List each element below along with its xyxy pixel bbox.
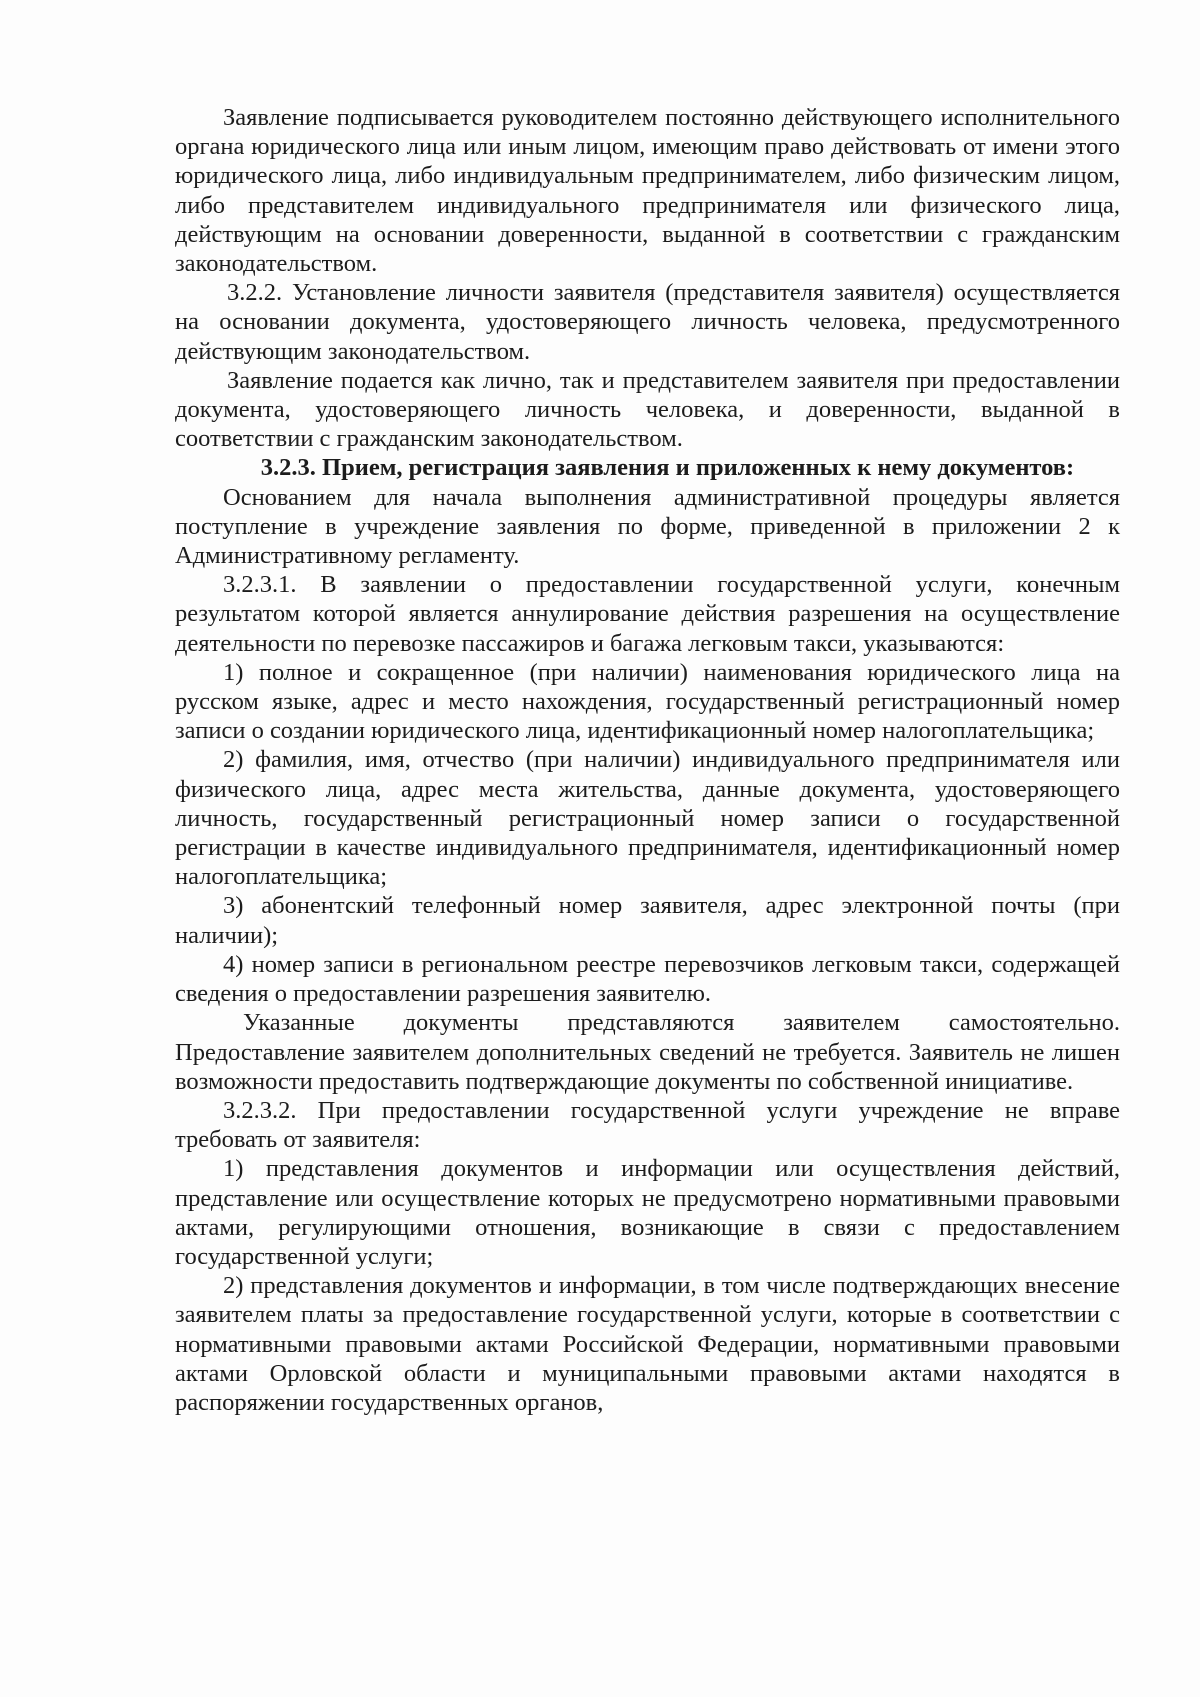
list-item-1-documents: 1) представления документов и информации или осуществления действий, представление или осуществление которых не предусмотрено нормативными правовыми актами, регулирующими отношения, возникающие в связи с предоставлением государственной услуги;	[175, 1155, 1120, 1270]
list-item-2-documents: 2) представления документов и информации, в том числе подтверждающих внесение заявителем платы за предоставление государственной услуги, которые в соответствии с нормативными правовыми актами Российской Федерации, нормативными правовыми актами Орловской области и муниципальными правовыми актами находятся в распоряжении государственных органов,	[175, 1272, 1120, 1416]
paragraph-3-2-3-1: 3.2.3.1. В заявлении о предоставлении государственной услуги, конечным результатом которой является аннулирование действия разрешения на осуществление деятельности по перевозке пассажиров и багажа легковым такси, указываются:	[175, 571, 1120, 657]
list-item-3-contacts: 3) абонентский телефонный номер заявителя, адрес электронной почты (при наличии);	[175, 892, 1120, 949]
paragraph-3-2-3-2: 3.2.3.2. При предоставлении государственной услуги учреждение не вправе требовать от заявителя:	[175, 1096, 1120, 1154]
paragraph-application-submission: Заявление подается как лично, так и представителем заявителя при предоставлении документа, удостоверяющего личность человека, и доверенности, выданной в соответствии с гражданским законодательством.	[175, 366, 1120, 453]
document-body	[175, 103, 1120, 1417]
paragraph-3-2-2: 3.2.2. Установление личности заявителя (представителя заявителя) осуществляется на основании документа, удостоверяющего личность человека, предусмотренного действующим законодательством.	[175, 279, 1120, 365]
list-item-2-individual: 2) фамилия, имя, отчество (при наличии) индивидуального предпринимателя или физического лица, адрес места жительства, данные документа, удостоверяющего личность, государственный регистрационный номер записи о государственной регистрации в качестве индивидуального предпринимателя, идентификационный номер налогоплательщика;	[175, 746, 1120, 891]
section-heading-3-2-3: 3.2.3. Прием, регистрация заявления и приложенных к нему документов:	[260, 454, 1075, 482]
paragraph-signature: Заявление подписывается руководителем постоянно действующего исполнительного органа юридического лица или иным лицом, имеющим право действовать от имени этого юридического лица, либо индивидуальным предпринимателем, либо физическим лицом, либо представителем индивидуального предпринимателя или физического лица, действующим на основании доверенности, выданной в соответствии с гражданским законодательством.	[175, 104, 1120, 278]
list-item-1-legal-entity: 1) полное и сокращенное (при наличии) наименования юридического лица на русском языке, адрес и место нахождения, государственный регистрационный номер записи о создании юридического лица, идентификационный номер налогоплательщика;	[175, 658, 1120, 745]
list-item-4-registry: 4) номер записи в региональном реестре перевозчиков легковым такси, содержащей сведения о предоставлении разрешения заявителю.	[175, 950, 1120, 1008]
paragraph-basis: Основанием для начала выполнения административной процедуры является поступление в учреждение заявления по форме, приведенной в приложении 2 к Административному регламенту.	[175, 483, 1120, 570]
paragraph-documents-note: Указанные документы представляются заявителем самостоятельно. Предоставление заявителем дополнительных сведений не требуется. Заявитель не лишен возможности предоставить подтверждающие документы по собственной инициативе.	[175, 1009, 1120, 1095]
